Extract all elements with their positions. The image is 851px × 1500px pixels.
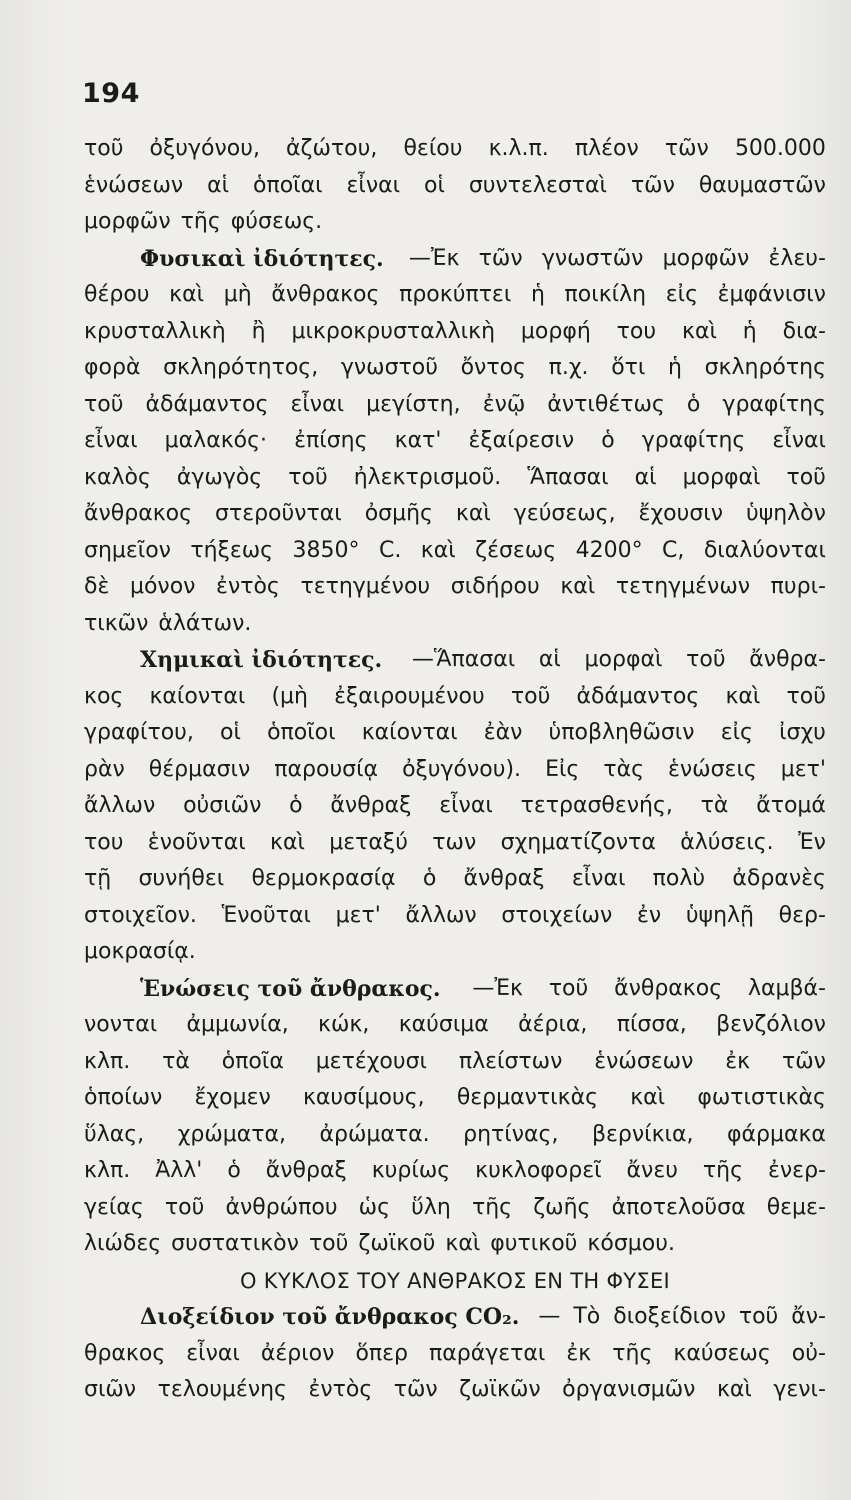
word: κόσμου. xyxy=(587,1231,675,1256)
word: κατ' xyxy=(394,428,442,453)
word: —Ἅπασαι xyxy=(411,647,516,672)
word: πυρι- xyxy=(770,574,826,599)
word: φύσεως. xyxy=(230,209,323,234)
word: ὁποῖα xyxy=(221,1048,284,1074)
text-line xyxy=(84,825,826,862)
word: γραφίτης xyxy=(722,391,826,417)
word: τοῦ xyxy=(308,1231,349,1256)
word: ἐντὸς xyxy=(216,574,280,599)
word: μετ' xyxy=(780,756,826,782)
word: εἶναι xyxy=(346,172,401,198)
word: ἐν xyxy=(636,902,662,928)
word: του xyxy=(616,318,657,344)
word: φυτικοῦ xyxy=(490,1231,578,1256)
text-line xyxy=(84,752,826,789)
word: τοῦ xyxy=(686,647,726,672)
word: βερνίκια, xyxy=(591,1121,694,1147)
word: ἄλλων xyxy=(84,793,156,818)
word: θερμαντικὰς xyxy=(456,1085,599,1110)
text-line xyxy=(84,1044,826,1081)
word: τοῦ xyxy=(164,1194,205,1220)
word: θέρου xyxy=(84,282,150,307)
word: ζωῆς xyxy=(533,1194,591,1220)
text-line xyxy=(84,1263,826,1300)
word: τῶν xyxy=(664,136,709,161)
word: ἠλεκτρισμοῦ. xyxy=(353,464,502,490)
word: ἀδρανὲς xyxy=(732,866,826,891)
word: ἄνθραξ xyxy=(265,1158,347,1183)
word: μικροκρυσταλλικὴ xyxy=(291,318,496,344)
word: κυρίως xyxy=(371,1158,451,1183)
text-line xyxy=(84,1372,826,1409)
word: ὁποίων xyxy=(84,1085,163,1110)
word: μετ' xyxy=(335,902,381,928)
word: C. xyxy=(378,537,402,563)
text-line xyxy=(84,642,826,679)
word: ἄνθρακος xyxy=(271,282,380,307)
word: σχηματίζοντα xyxy=(500,829,656,855)
word: ἐξαιρουμένου xyxy=(334,683,485,709)
word: καὶ xyxy=(420,537,456,563)
word: τήξεως xyxy=(190,537,274,563)
word: εἶναι xyxy=(84,428,138,453)
word: σκληρότητος, xyxy=(163,355,319,380)
word: φάρμακα xyxy=(726,1121,826,1147)
text-line xyxy=(84,1153,826,1190)
word: ἄνευ xyxy=(626,1158,678,1183)
word: τετηγμένων xyxy=(615,574,751,599)
word: βενζόλιον xyxy=(716,1012,826,1037)
word: χρώματα, xyxy=(177,1121,286,1147)
word: ἄνθρακος xyxy=(84,501,193,526)
text-line xyxy=(84,1080,826,1117)
word: —Ἐκ xyxy=(408,245,460,271)
word: ἁλάτων. xyxy=(158,610,252,636)
word: ἔχομεν xyxy=(194,1085,271,1110)
word: μόνον xyxy=(129,574,196,599)
word: τοῦ xyxy=(84,136,124,161)
word: τοῦ xyxy=(288,464,328,490)
word: ἡ xyxy=(742,318,757,344)
word: τῶν xyxy=(393,1377,438,1402)
word: 4200° xyxy=(575,537,643,563)
word: κρυσταλλικὴ xyxy=(84,318,226,344)
word: ὕλη xyxy=(411,1194,451,1220)
word: κλπ. xyxy=(84,1048,131,1074)
word: οὐ- xyxy=(791,1340,826,1366)
word: τὰς xyxy=(603,756,644,782)
word: καὶ xyxy=(725,683,761,709)
word: γραφίτου, xyxy=(84,720,194,745)
text-line xyxy=(84,1336,826,1373)
word: ἀποτελοῦσα xyxy=(611,1194,746,1220)
text-line xyxy=(84,496,826,533)
word: τῆς xyxy=(471,1194,513,1220)
word: μορφαὶ xyxy=(584,647,663,672)
word: ἀμμωνία, xyxy=(186,1012,289,1037)
text-line xyxy=(84,1117,826,1154)
word: τελουμένης xyxy=(157,1377,287,1402)
text-line xyxy=(84,1299,826,1336)
word: καὶ xyxy=(445,1231,481,1256)
word: τῇ xyxy=(84,866,112,891)
word: θείου xyxy=(403,136,463,161)
word: ρὰν xyxy=(84,756,125,782)
word: Εἰς xyxy=(545,756,580,782)
word: καὶ xyxy=(716,1377,752,1402)
text-line xyxy=(84,241,826,278)
word: τετρασθενής, xyxy=(520,793,673,818)
word: ὀργανισμῶν xyxy=(562,1377,696,1402)
word: ὁ xyxy=(422,866,437,891)
word: ὀσμῆς xyxy=(364,501,433,526)
word: φορὰ xyxy=(84,355,141,380)
word: ἐνερ- xyxy=(768,1158,826,1183)
word: σκληρότης xyxy=(704,355,826,380)
paragraph-heading: Ἑνώσεις τοῦ ἄνθρακος. xyxy=(140,975,441,1002)
word: τῶν xyxy=(781,1048,826,1074)
word: τετηγμένου xyxy=(300,574,431,599)
word: συνήθει xyxy=(138,866,225,891)
word: τῆς xyxy=(702,1158,744,1183)
word: στεροῦνται xyxy=(215,501,342,526)
word: πολὺ xyxy=(652,866,706,891)
word: τῶν xyxy=(630,172,675,198)
word: εἶναι xyxy=(290,391,345,417)
paragraph-heading: Διοξείδιον τοῦ ἄνθρακος CO₂. xyxy=(140,1304,520,1330)
word: ὑψηλῇ xyxy=(685,902,754,928)
word: καὶ xyxy=(169,282,205,307)
word: ἡ xyxy=(668,355,682,380)
word: ἄνθρα- xyxy=(749,647,826,672)
text-line xyxy=(84,460,826,497)
word: μαλακός· xyxy=(164,428,268,453)
word: ἐμφάνισιν xyxy=(717,282,826,307)
word: ἄνθρακος xyxy=(614,975,723,1001)
word: ἁλύσεις. xyxy=(680,829,774,855)
word: θεμε- xyxy=(766,1194,826,1220)
text-line xyxy=(84,898,826,935)
word: τὰ xyxy=(162,1048,190,1074)
word: μὴ xyxy=(223,282,252,307)
word: συντελεσταὶ xyxy=(468,172,607,198)
word: δια- xyxy=(782,318,826,344)
word: ἔχουσιν xyxy=(638,501,724,526)
word: εἰς xyxy=(665,282,698,307)
word: καὶ xyxy=(455,501,491,526)
word: ὁ xyxy=(686,391,701,417)
text-line xyxy=(84,934,826,971)
word: ὅπερ xyxy=(355,1340,409,1366)
word: C, xyxy=(662,537,685,563)
word: τοῦ xyxy=(786,683,826,709)
word: αἱ xyxy=(634,464,657,490)
word: ἀνθρώπου xyxy=(225,1194,338,1220)
word: μεγίστη, xyxy=(366,391,461,417)
text-line xyxy=(84,569,826,606)
word: θερμοκρασίᾳ xyxy=(251,866,396,891)
word: φωτιστικὰς xyxy=(697,1085,826,1110)
text-line xyxy=(84,350,826,387)
word: στοιχείων xyxy=(501,902,613,928)
word: ἄλλων xyxy=(405,902,477,928)
word: δὲ xyxy=(84,574,110,599)
word: τοῦ xyxy=(510,683,551,709)
word: παρουσίᾳ xyxy=(274,756,379,782)
word: τῆς xyxy=(612,1340,653,1366)
word: ὁποῖαι xyxy=(252,172,323,198)
word: εἶναι xyxy=(186,1340,240,1366)
word: ὁ xyxy=(227,1158,241,1183)
word: μορφῶν xyxy=(662,245,750,271)
word: διοξείδιον xyxy=(613,1304,726,1329)
text-line xyxy=(84,314,826,351)
text-line xyxy=(84,204,826,241)
word: των xyxy=(432,829,477,855)
text-line xyxy=(84,715,826,752)
word: Τὸ xyxy=(573,1304,601,1329)
word: καύσιμα xyxy=(398,1012,489,1037)
word: γραφίτης xyxy=(641,428,746,453)
word: γείας xyxy=(84,1194,144,1220)
word: μορφή xyxy=(520,318,591,344)
word: ἀντιθέτως xyxy=(547,391,665,417)
word: μορφαὶ xyxy=(682,464,761,490)
word: τοῦ xyxy=(786,464,826,490)
word: —Ἐκ xyxy=(472,975,523,1001)
text-line xyxy=(84,1226,826,1263)
word: (μὴ xyxy=(271,683,308,709)
text-line xyxy=(84,277,826,314)
word: ἐξαίρεσιν xyxy=(468,428,575,453)
word: καὶ xyxy=(270,829,305,855)
word: ὀξυγόνου). xyxy=(402,756,522,782)
word: ὑποβληθῶσιν xyxy=(548,720,695,745)
word: ζωϊκοῦ xyxy=(358,1231,436,1256)
word: εἰς xyxy=(720,720,753,745)
word: γνωστοῦ xyxy=(340,355,438,380)
word: κυκλοφορεῖ xyxy=(475,1158,602,1183)
word: θαυμαστῶν xyxy=(698,172,826,198)
word: τῆς xyxy=(180,209,221,234)
word: ὄντος xyxy=(460,355,526,380)
word: σημεῖον xyxy=(84,537,171,563)
word: ζέσεως xyxy=(475,537,557,563)
word: κος xyxy=(84,683,124,709)
word: παράγεται xyxy=(429,1340,546,1366)
word: κώκ, xyxy=(318,1012,370,1037)
word: ἄν- xyxy=(791,1304,826,1329)
word: συστατικὸν xyxy=(171,1231,299,1256)
word: ἀδάμαντος xyxy=(145,391,269,417)
word: 3850° xyxy=(292,537,360,563)
word: ὅτι xyxy=(611,355,646,380)
word: ἀζώτου, xyxy=(286,136,378,161)
word: ἐνῷ xyxy=(482,391,526,417)
word: ἄτομά xyxy=(756,793,826,818)
word: ἐλευ- xyxy=(768,245,826,271)
word: ρητίνας, xyxy=(463,1121,559,1147)
word: γεύσεως, xyxy=(513,501,616,526)
text-line xyxy=(84,861,826,898)
word: τῶν xyxy=(478,245,523,271)
word: ἡ xyxy=(530,282,545,307)
word: λαμβά- xyxy=(747,975,826,1001)
word: σιδήρου xyxy=(450,574,540,599)
word: ὁ xyxy=(289,793,303,818)
word: Ἑνοῦται xyxy=(221,902,311,928)
text-line xyxy=(84,1190,826,1227)
word: οἱ xyxy=(424,172,445,198)
word: ἰσχυ xyxy=(779,720,826,745)
word: τὰ xyxy=(700,793,729,818)
text-line xyxy=(84,533,826,570)
word: ἀρώματα. xyxy=(319,1121,430,1147)
text-line xyxy=(84,168,826,205)
word: κ.λ.π. xyxy=(488,136,549,161)
word: μετέχουσι xyxy=(315,1048,427,1074)
word: ἢ xyxy=(251,318,266,344)
word: εἶναι xyxy=(571,866,626,891)
text-line xyxy=(84,679,826,716)
word: ζωϊκῶν xyxy=(459,1377,541,1402)
word: διαλύονται xyxy=(703,537,826,563)
word: ὁ xyxy=(601,428,615,453)
text-line xyxy=(84,788,826,825)
paragraph-heading: Χημικαὶ ἰδιότητες. xyxy=(140,647,383,673)
text-line xyxy=(84,423,826,460)
word: Ἀλλ' xyxy=(155,1158,203,1183)
word: ὁποῖοι xyxy=(267,720,336,745)
word: καίονται xyxy=(361,720,458,745)
word: πλείστων xyxy=(458,1048,563,1074)
word: μοκρασίᾳ. xyxy=(84,939,196,964)
word: καὶ xyxy=(681,318,717,344)
word: τοῦ xyxy=(738,1304,779,1329)
word: αἱ xyxy=(538,647,561,672)
word: π.χ. xyxy=(548,355,589,380)
word: τοῦ xyxy=(84,391,124,417)
word: Ἅπασαι xyxy=(527,464,609,490)
word: καύσεως xyxy=(673,1340,771,1366)
word: εἶναι xyxy=(439,793,493,818)
word: αἱ xyxy=(207,172,230,198)
word: ἀέριον xyxy=(260,1340,335,1366)
word: ἑνώσεων xyxy=(84,172,184,198)
word: καίονται xyxy=(149,683,246,709)
word: εἶναι xyxy=(772,428,826,453)
word: ἐὰν xyxy=(483,720,523,745)
word: μορφῶν xyxy=(84,209,171,234)
word: ἑνώσεις xyxy=(668,756,757,782)
word: πίσσα, xyxy=(616,1012,687,1037)
text-line xyxy=(84,606,826,643)
word: ἑνοῦνται xyxy=(147,829,246,855)
word: καλὸς xyxy=(84,464,151,490)
text-line xyxy=(84,387,826,424)
word: καὶ xyxy=(630,1085,666,1110)
word: κλπ. xyxy=(84,1158,131,1183)
word: ἐντὸς xyxy=(308,1377,373,1402)
word: πλέον xyxy=(574,136,639,161)
text-line xyxy=(84,971,826,1008)
page-number: 194 xyxy=(82,78,140,109)
text-line xyxy=(84,1007,826,1044)
word: ἐκ xyxy=(725,1048,751,1074)
word: θέρμασιν xyxy=(148,756,251,782)
word: θερ- xyxy=(778,902,826,928)
word: προκύπτει xyxy=(399,282,512,307)
body-text xyxy=(84,131,826,1409)
word: 500.000 xyxy=(734,136,826,161)
word: ἀδάμαντος xyxy=(576,683,700,709)
word: του xyxy=(84,829,124,855)
word: ὀξυγόνου, xyxy=(149,136,260,161)
word: ἀγωγὸς xyxy=(176,464,263,490)
word: ποικίλη xyxy=(564,282,647,307)
word: — xyxy=(538,1304,561,1329)
word: θρακος xyxy=(84,1340,166,1366)
word: τικῶν xyxy=(84,610,149,636)
word: καυσίμους, xyxy=(302,1085,425,1110)
word: ἄνθραξ xyxy=(463,866,545,891)
word: λιώδες xyxy=(84,1231,162,1256)
word: οἱ xyxy=(220,720,241,745)
word: τοῦ xyxy=(548,975,589,1001)
word: ἑνώσεων xyxy=(594,1048,694,1074)
word: ἐκ xyxy=(566,1340,592,1366)
word: ἐπίσης xyxy=(294,428,368,453)
word: γενι- xyxy=(773,1377,826,1402)
paragraph-heading: Φυσικαὶ ἰδιότητες. xyxy=(140,245,384,272)
word: Ἐν xyxy=(798,829,826,855)
word: καὶ xyxy=(560,574,596,599)
word: μεταξύ xyxy=(329,829,408,855)
word: στοιχεῖον. xyxy=(84,902,197,928)
word: νονται xyxy=(84,1012,158,1037)
section-title: Ο ΚΥΚΛΟΣ ΤΟΥ ΑΝΘΡΑΚΟΣ ΕΝ ΤΗ ΦΥΣΕΙ xyxy=(239,1268,671,1293)
word: οὐσιῶν xyxy=(183,793,262,818)
word: σιῶν xyxy=(84,1377,137,1402)
word: γνωστῶν xyxy=(541,245,644,271)
text-line xyxy=(84,131,826,168)
word: ὡς xyxy=(358,1194,391,1220)
word: ἄνθραξ xyxy=(330,793,412,818)
word: ὕλας, xyxy=(84,1121,145,1147)
word: ἀέρια, xyxy=(518,1012,588,1037)
word: ὑψηλὸν xyxy=(745,501,826,526)
